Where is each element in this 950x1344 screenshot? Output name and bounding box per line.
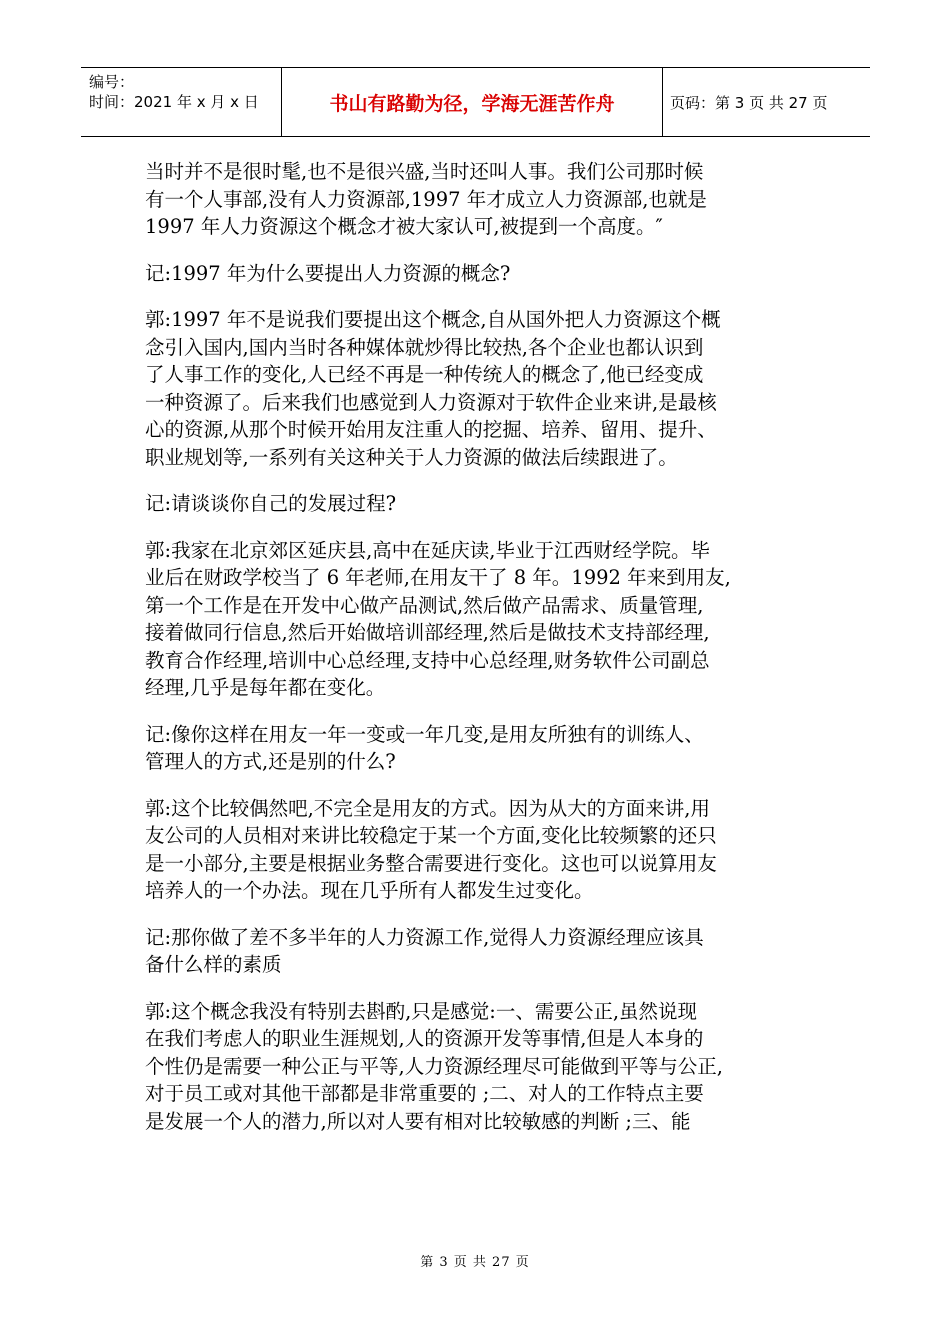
header-meta — [89, 72, 259, 112]
paragraph: 记:像你这样在用友一年一变或一年几变,是用友所独有的训练人、 管理人的方式,还是别的什么? — [145, 722, 704, 773]
document-body — [145, 158, 805, 1154]
page-footer: 第 3 页 共 27 页 — [420, 1255, 530, 1270]
paragraph: 记:那你做了差不多半年的人力资源工作,觉得人力资源经理应该具 备什么样的素质 — [145, 925, 704, 976]
serial-number-label: 编号： — [89, 73, 135, 91]
header-page-info: 页码：第 3 页 共 27 页 — [670, 93, 828, 112]
paragraph: 记:1997 年为什么要提出人力资源的概念? — [145, 261, 511, 285]
page-header — [81, 67, 870, 137]
paragraph: 郭:我家在北京郊区延庆县,高中在延庆读,毕业于江西财经学院。毕 业后在财政学校当了 6 年老师,在用友干了 8 年。1992 年来到用友, 第一个工作是在开发中心做产品测试,然后做产品需求、质量管理, 接着做同行信息,然后开始做培训部经理,然后是做技术支持部经理, 教育合作经理,培训中心总经理,支持中心总经理,财务软件公司副总 经理,几乎是每年都在变化。 — [145, 538, 731, 699]
paragraph: 记:请谈谈你自己的发展过程? — [145, 492, 397, 515]
paragraph: 郭:这个概念我没有特别去斟酌,只是感觉:一、需要公正,虽然说现 在我们考虑人的职业生涯规划,人的资源开发等事情,但是人本身的 个性仍是需要一种公正与平等,人力资源经理尽可能做到平等与公正, 对于员工或对其他干部都是非常重要的 ;二、对人的工作特点主要 是发展一个人的潜力,所以对人要有相对比较敏感的判断 ;三、能 — [145, 999, 723, 1133]
paragraph: 当时并不是很时髦,也不是很兴盛,当时还叫人事。我们公司那时候 有一个人事部,没有人力资源部,1997 年才成立人力资源部,也就是 1997 年人力资源这个概念才被大家认可,被提到一个高度。″ — [145, 160, 707, 238]
header-divider-left — [281, 68, 282, 136]
paragraph: 郭:这个比较偶然吧,不完全是用友的方式。因为从大的方面来讲,用 友公司的人员相对来讲比较稳定于某一个方面,变化比较频繁的还只 是一小部分,主要是根据业务整合需要进行变化。这也可以说算用友 培养人的一个办法。现在几乎所有人都发生过变化。 — [145, 796, 717, 902]
paragraph: 郭:1997 年不是说我们要提出这个概念,自从国外把人力资源这个概 念引入国内,国内当时各种媒体就炒得比较热,各个企业也都认识到 了人事工作的变化,人已经不再是一种传统人的概念了,他已经变成 一种资源了。后来我们也感觉到人力资源对于软件企业来讲,是最核 心的资源,从那个时候开始用友注重人的挖掘、培养、留用、提升、 职业规划等,一系列有关这种关于人力资源的做法后续跟进了。 — [145, 308, 721, 469]
date-label: 时间：2021 年 x 月 x 日 — [89, 93, 259, 111]
header-motto: 书山有路勤为径，学海无涯苦作舟 — [329, 92, 615, 115]
